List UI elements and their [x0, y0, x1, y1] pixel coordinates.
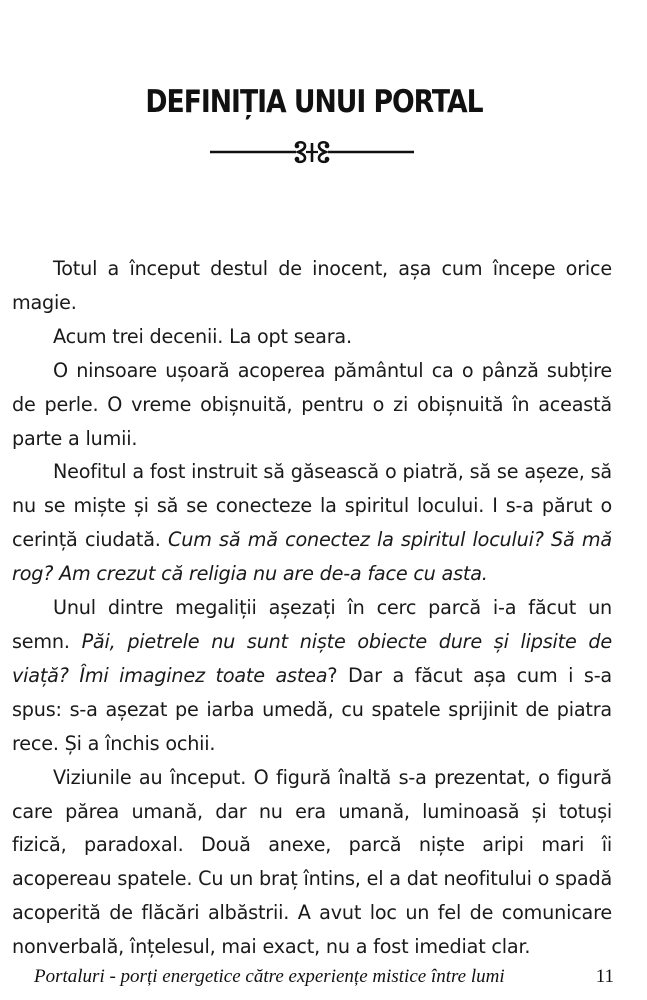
paragraph: Unul dintre megaliții așezați în cerc parcă i-a făcut un semn. Păi, pietrele nu sunt niște obiecte dure și lipsite de viață? Îmi imaginez toate astea? Dar a făcut așa cum i s-a spus: s-a așezat pe iarba umedă, cu spatele sprijinit de piatra rece. Și a închis ochii.: [12, 596, 612, 755]
chapter-title: DEFINIȚIA UNUI PORTAL: [145, 84, 483, 120]
paragraph: Neofitul a fost instruit să găsească o piatră, să se așeze, să nu se miște și să se conecteze la spiritul locului. I s-a părut o cerință ciudată. Cum să mă conectez la spiritul locului? Să mă rog? Am crezut că religia nu are de-a face cu asta.: [12, 460, 612, 586]
scroll-divider-icon: [210, 140, 414, 164]
paragraph: Totul a început destul de inocent, așa cum începe orice magie.: [12, 257, 612, 314]
paragraph: Acum trei decenii. La opt seara.: [53, 324, 352, 348]
paragraph: O ninsoare ușoară acoperea pământul ca o pânză subțire de perle. O vreme obișnuită, pentru o zi obișnuită în această parte a lumii.: [12, 358, 612, 450]
chapter-body: [12, 252, 612, 964]
running-title: Portaluri - porți energetice către experiențe mistice între lumi: [34, 966, 505, 987]
page-number: 11: [595, 966, 614, 987]
italic-thought: Păi, pietrele nu sunt niște obiecte dure și lipsite de viață? Îmi imaginez toate astea: [12, 629, 612, 687]
italic-thought: Cum să mă conectez la spiritul locului? Să mă rog? Am crezut că religia nu are de-a face cu asta.: [12, 528, 612, 586]
paragraph: Viziunile au început. O figură înaltă s-a prezentat, o figură care părea umană, dar nu era umană, luminoasă și totuși fizică, paradoxal. Două anexe, parcă niște aripi mari îi acopereau spatele. Cu un braț întins, el a dat neofitului o spadă acoperită de flăcări albăstrii. A avut loc un fel de comunicare nonverbală, înțelesul, mai exact, nu a fost imediat clar.: [12, 765, 612, 959]
page-footer: [34, 966, 614, 988]
